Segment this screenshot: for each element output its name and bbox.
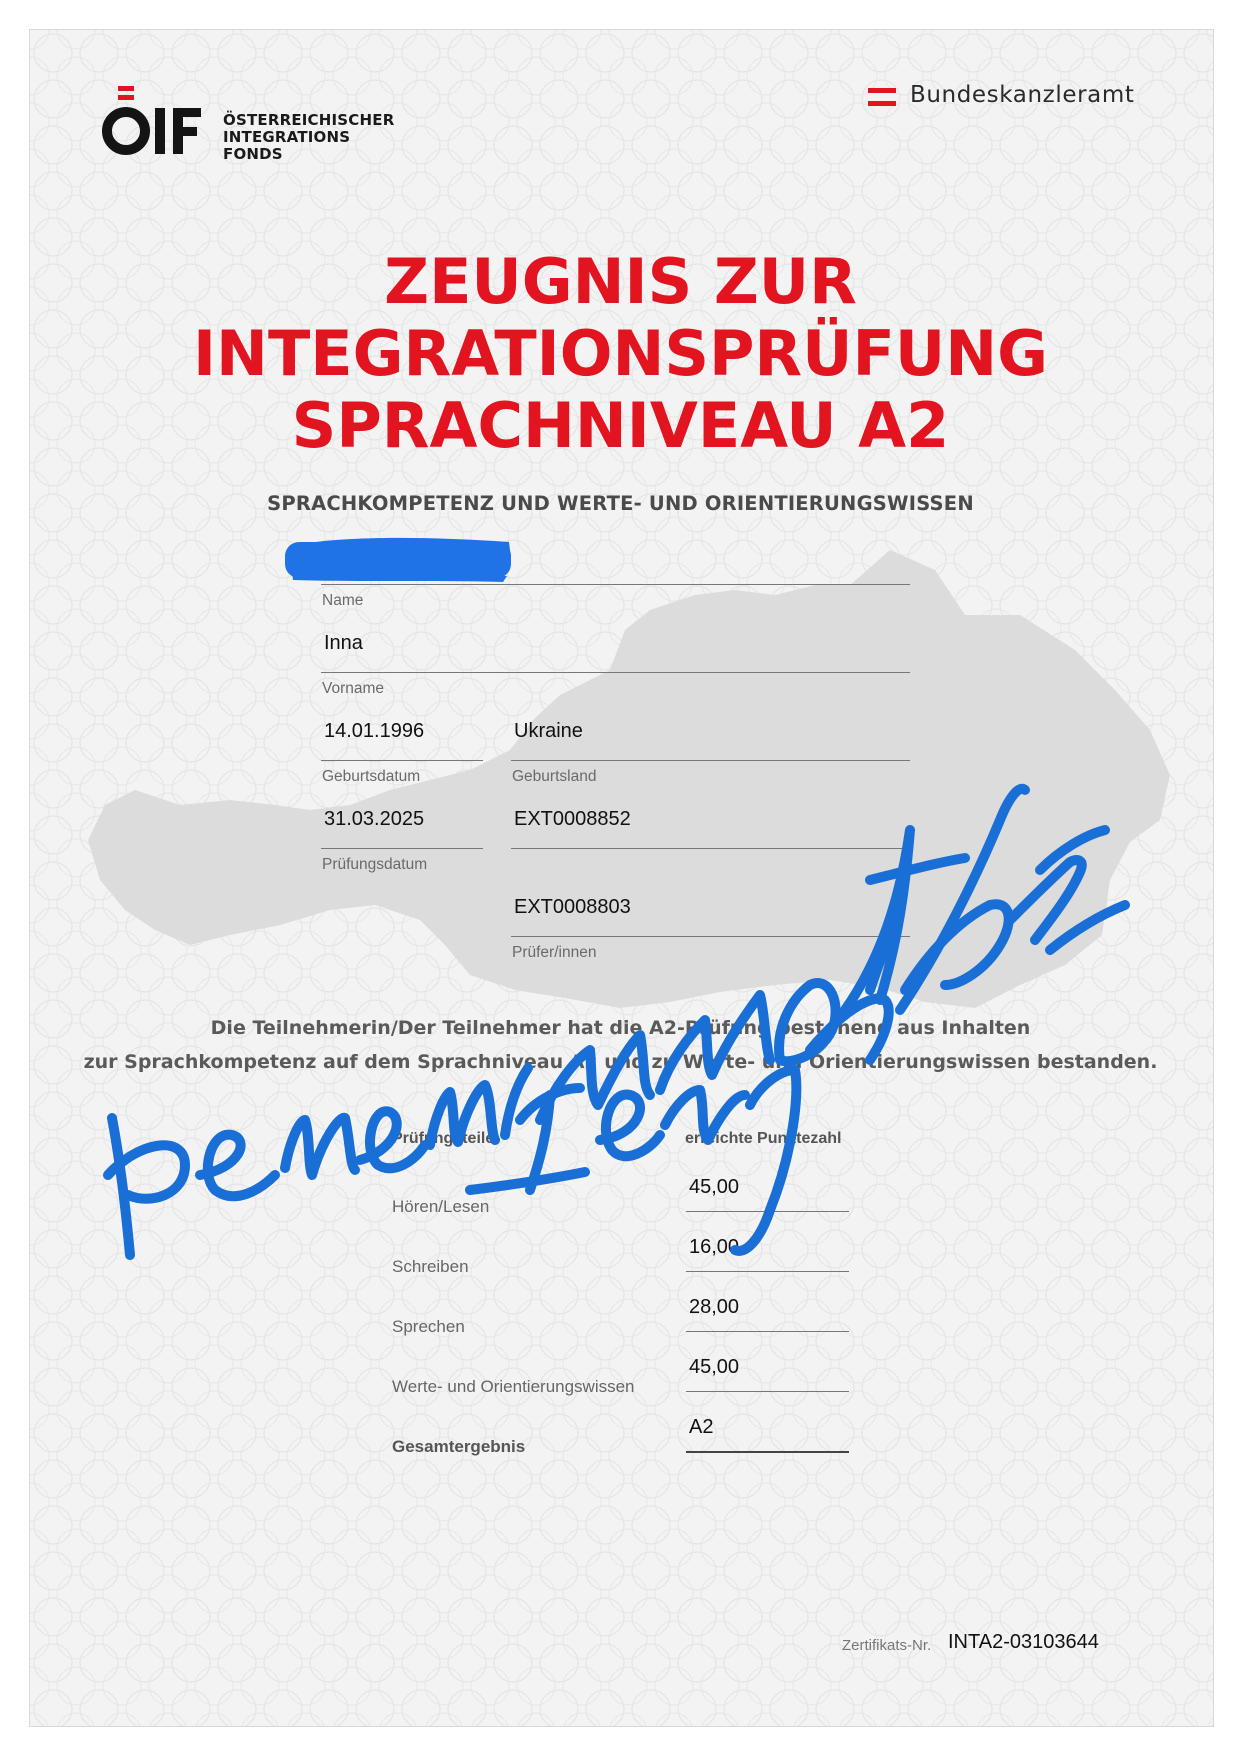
result-label-sprechen: Sprechen [392, 1317, 465, 1336]
result-underline [686, 1271, 849, 1272]
title-line: INTEGRATIONSPRÜFUNG [192, 317, 1048, 390]
oif-name [223, 112, 423, 163]
austria-flag-icon [868, 88, 896, 106]
results-col-parts: Prüfungsteile [392, 1130, 495, 1147]
geburtsland-label: Geburtsland [512, 768, 597, 785]
bka-text: Bundeskanzleramt [910, 82, 1135, 108]
certificate-number-value: INTA2-03103644 [948, 1631, 1099, 1653]
oif-name-line: ÖSTERREICHISCHER [223, 111, 395, 129]
result-total-underline [686, 1451, 849, 1453]
name-label: Name [322, 592, 364, 609]
result-value-total: A2 [689, 1416, 714, 1438]
result-value-werte: 45,00 [689, 1356, 740, 1378]
results-col-points: erreichte Punktezahl [685, 1130, 842, 1147]
oif-logo-mark [102, 86, 218, 166]
title-line: SPRACHNIVEAU A2 [291, 389, 950, 462]
name-underline [321, 584, 910, 585]
result-underline [686, 1331, 849, 1332]
pruefer-underline [511, 936, 910, 937]
exam-code-value: EXT0008852 [514, 808, 631, 830]
result-underline [686, 1391, 849, 1392]
vorname-label: Vorname [322, 680, 385, 697]
certificate-subtitle: SPRACHKOMPETENZ UND WERTE- UND ORIENTIERUNGSWISSEN [267, 492, 974, 515]
oif-name-line: FONDS [223, 145, 283, 163]
redacted-name-scribble [281, 532, 515, 584]
result-value-schreiben: 16,00 [689, 1236, 740, 1258]
statement-line: Die Teilnehmerin/Der Teilnehmer hat die A2-Prüfung bestehend aus Inhalten [210, 1017, 1031, 1039]
pruefer-value: EXT0008803 [514, 896, 631, 918]
statement-line: zur Sprachkompetenz auf dem Sprachniveau A2 und zu Werte- und Orientierungswissen bestanden. [83, 1051, 1158, 1073]
vorname-value: Inna [324, 632, 363, 654]
result-value-hoeren-lesen: 45,00 [689, 1176, 740, 1198]
pass-statement [0, 1011, 1241, 1079]
pruefungsdatum-label: Prüfungsdatum [322, 856, 428, 873]
result-underline [686, 1211, 849, 1212]
result-label-werte: Werte- und Orientierungswissen [392, 1377, 635, 1396]
pruefungsdatum-value: 31.03.2025 [324, 808, 425, 830]
pruefungsdatum-underline [321, 848, 483, 849]
result-label-hoeren-lesen: Hören/Lesen [392, 1197, 490, 1216]
oif-name-line: INTEGRATIONS [223, 128, 351, 146]
vorname-underline [321, 672, 910, 673]
result-label-total: Gesamtergebnis [392, 1437, 526, 1456]
geburtsland-underline [511, 760, 910, 761]
geburtsland-value: Ukraine [514, 720, 583, 742]
exam-code-underline [511, 848, 910, 849]
geburtsdatum-value: 14.01.1996 [324, 720, 425, 742]
geburtsdatum-underline [321, 760, 483, 761]
certificate-title [0, 246, 1241, 462]
pruefer-label: Prüfer/innen [512, 944, 597, 961]
certificate-number-label: Zertifikats-Nr. [842, 1637, 932, 1654]
result-value-sprechen: 28,00 [689, 1296, 740, 1318]
title-line: ZEUGNIS ZUR [384, 245, 857, 318]
geburtsdatum-label: Geburtsdatum [322, 768, 421, 785]
result-label-schreiben: Schreiben [392, 1257, 469, 1276]
